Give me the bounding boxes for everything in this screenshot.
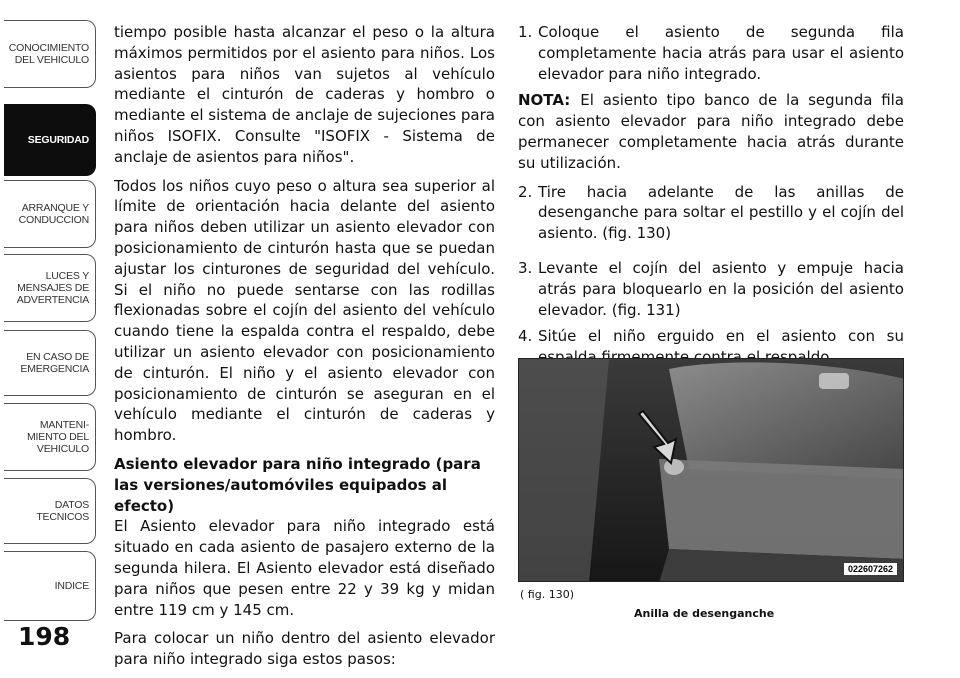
- tab-datos[interactable]: DATOS TECNICOS: [4, 478, 96, 544]
- tab-conocimiento[interactable]: CONOCIMIENTO DEL VEHICULO: [4, 20, 96, 88]
- tab-luces[interactable]: LUCES Y MENSAJES DE ADVERTENCIA: [4, 254, 96, 322]
- tab-seguridad[interactable]: SEGURIDAD: [4, 104, 96, 176]
- figure-caption: Anilla de desenganche: [634, 607, 775, 620]
- seat-photo-illustration: [519, 359, 904, 582]
- paragraph: Para colocar un niño dentro del asiento elevador para niño integrado siga estos pasos:: [114, 629, 495, 669]
- right-column: [518, 22, 904, 374]
- paragraph: El Asiento elevador para niño integrado está situado en cada asiento de pasajero externo de la segunda hilera. El Asiento elevador está diseñado para niños que pesen entre 22 y 39 kg y midan entre 119 cm y 145 cm.: [114, 517, 495, 619]
- step-3: 3. Levante el cojín del asiento y empuje hacia atrás para bloquearlo en la posición del asiento elevador. (fig. 131): [518, 258, 904, 319]
- sidebar-tabs: [0, 0, 100, 678]
- tab-arranque[interactable]: ARRANQUE Y CONDUCCION: [4, 180, 96, 248]
- section-heading: Asiento elevador para niño integrado (para las versiones/automóviles equipados al efecto): [114, 454, 481, 515]
- note: [518, 90, 904, 173]
- tab-emergencia[interactable]: EN CASO DE EMERGENCIA: [4, 330, 96, 396]
- note-text: El asiento tipo banco de la segunda fila con asiento elevador para niño integrado debe permanecer completamente hacia atrás durante su utilización.: [518, 91, 904, 172]
- step-1: 1. Coloque el asiento de segunda fila completamente hacia atrás para usar el asiento elevador para niño integrado.: [518, 23, 904, 83]
- figure-label: ( fig. 130): [520, 588, 574, 601]
- seat-release-figure: [518, 358, 904, 582]
- tab-indice[interactable]: INDICE: [4, 551, 96, 621]
- page-number: 198: [18, 622, 71, 651]
- paragraph: tiempo posible hasta alcanzar el peso o la altura máximos permitidos por el asiento para niños. Los asientos para niños van sujetos al vehículo mediante el cinturón de caderas y hombro o mediante el sistema de anclaje de sujeciones para niños ISOFIX. Consulte "ISOFIX - Sistema de anclaje de asientos para niños".: [114, 23, 495, 166]
- note-label: NOTA:: [518, 91, 571, 110]
- paragraph: Todos los niños cuyo peso o altura sea superior al límite de orientación hacia delante del asiento para niños deben utilizar un asiento elevador con posicionamiento de cinturón hasta que se puedan ajustar los cinturones de seguridad del vehículo. Si el niño no puede sentarse con las rodillas flexionadas sobre el cojín del asiento del vehículo cuando tiene la espalda contra el respaldo, debe utilizar un asiento elevador con posicionamiento de cinturón. El niño y el asiento elevador con posicionamiento de cinturón se aseguran en el vehículo mediante el cinturón de caderas y hombro.: [114, 176, 495, 445]
- left-column: [114, 22, 495, 678]
- tab-mantenimiento[interactable]: MANTENI- MIENTO DEL VEHICULO: [4, 403, 96, 471]
- step-2: 2. Tire hacia adelante de las anillas de desenganche para soltar el pestillo y el cojín del asiento. (fig. 130): [518, 182, 904, 243]
- step-4: 4. Sitúe el niño erguido en el asiento con su: [518, 327, 904, 346]
- figure-code: 022607262: [844, 563, 897, 575]
